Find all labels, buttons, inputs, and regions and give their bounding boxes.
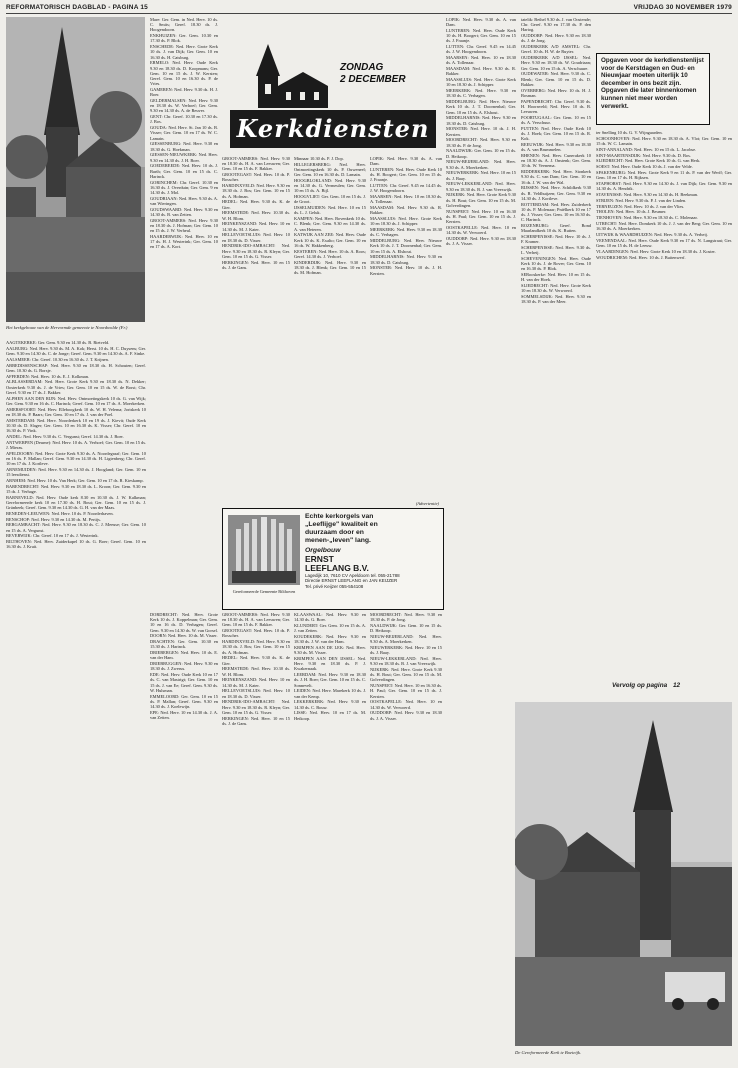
listing-entry: TIENHOVEN: Ned. Herv. 9.30 en 18.30 ds. C. Molenaar.	[596, 215, 698, 221]
listing-entry: MEERKERK: Ned. Herv. 9.30 en 18.30 ds. C. Verhagen.	[446, 88, 516, 99]
listing-entry: MONSTER: Ned. Herv. 10 ds. J. H. Kersten.	[446, 126, 516, 137]
listing-entry: ARNEMUIDEN: Ned. Herv. 9.30 en 14.30 ds. J. Hoogland; Ger. Gem. 10 en 15 leesdienst.	[6, 466, 146, 477]
header-right: VRIJDAG 30 NOVEMBER 1979	[633, 4, 732, 11]
listing-entry: NIEUW-BEIJERLAND: Ned. Herv. 9.30 ds. A. Moerkerken.	[446, 159, 516, 170]
ad-line-5: Orgelbouw	[305, 547, 341, 554]
listing-entry: LUTTEN: Chr. Geref. 9.45 en 14.45 ds. J. W. Hoogendoorn.	[370, 183, 442, 194]
listing-entry: NIEUW-LEKKERLAND: Ned. Herv. 9.30 en 18.30 ds. B. J. van Vreeswijk.	[446, 181, 516, 192]
listing-entry: KESTEREN: Ned. Herv. 10 ds. A. Roos; Geref. 14.30 ds. J. Verhoef.	[294, 248, 366, 259]
listing-entry: AMERSFOORT: Ned. Herv. Elleboogkerk 10 ds. W. H. Velema; Joriskerk 10 en 18.30 ds. P. Baars; Ger. Gem. 10 en 17 ds. J. van der Poel.	[6, 406, 146, 417]
column-4-top	[294, 156, 366, 504]
listing-entry: HEEMSTEDE: Ned. Herv. 10.30 ds. W. H. Blom.	[222, 666, 290, 677]
listing-entry: SOEST: Ned. Herv. Oude Kerk 10 ds. J. van der Velde.	[596, 164, 693, 170]
listing-entry: GENT: Chr. Geref. 10.30 en 17.30 ds. J. Bos.	[150, 114, 218, 125]
listing-entry: WOUDRICHEM: Ned. Herv. 10 ds. J. Buitenwerf.	[596, 254, 686, 260]
listing-entry: ANDEL: Ned. Herv. 9.30 ds. C. Vergunst; Geref. 14.30 ds. J. Boer.	[6, 433, 124, 439]
column-3-bottom	[222, 612, 290, 1060]
header-left: REFORMATORISCH DAGBLAD - PAGINA 15	[6, 4, 148, 11]
listing-entry: BILTHOVEN: Ned. Herv. Zuiderkapel 10 ds. G. Boer; Geref. Gem. 10 en 16.30 ds. J. Kruit.	[6, 539, 146, 550]
listing-entry: LUTTEN: Chr. Geref. 9.45 en 14.45 ds. J. W. Hoogendoorn.	[446, 44, 516, 55]
continued-notice	[612, 682, 680, 689]
listing-entry: STAVENISSE: Ned. Herv. 9.30 en 14.30 ds. H. Beekman.	[596, 191, 699, 197]
listing-entry: DOORN: Ned. Herv. 10 ds. M. Visser.	[150, 633, 218, 639]
listing-entry: DRIEBERGEN: Ned. Herv. 10 ds. E. van der Ham.	[150, 650, 218, 661]
ad-line-3: duurzaam door en	[305, 529, 364, 536]
listing-entry: GIESSEN-NIEUWKERK: Ned. Herv. 9.30 en 14.30 ds. J. H. Boer.	[150, 152, 218, 163]
column-2-top	[150, 17, 218, 507]
listing-entry: KRIMPEN AAN DEN IJSSEL: Ned. Herv. 9.30 en 18.30 ds. P. J. Kwakernaak.	[294, 656, 366, 672]
listing-entry: HERKINGEN: Ned. Herv. 10 en 15 ds. J. de Gans.	[222, 259, 290, 270]
listing-entry: SOMMELSDIJK: Ned. Herv. 9.30 en 18.30 ds. P. van der Meer.	[521, 294, 591, 305]
listing-entry: ENKHUIZEN: Ger. Gem. 10.30 en 17.30 ds. P. Blok.	[150, 33, 218, 44]
listing-entry: EPE: Ned. Herv. 10 en 14.30 ds. J. A. van Zetten.	[150, 709, 218, 721]
listing-entry: KLUNDERT: Ger. Gem. 10 en 15 ds. A. J. van Zetten.	[294, 623, 366, 634]
listing-entry: MOORDRECHT: Ned. Herv. 9.30 en 18.30 ds. P. de Jong.	[446, 137, 516, 148]
listing-entry: SCHERPENISSE: Ned. Herv. 10 ds. J. F. Kramer.	[521, 234, 591, 245]
listing-entry: OOSTKAPELLE: Ned. Herv. 10 en 14.30 ds. W. Verwoerd.	[370, 699, 442, 710]
listing-entry: NUNSPEET: Ned. Herv. 10 en 16.30 ds. H. Paul; Ger. Gem. 10 en 15 ds. J. Kersten.	[446, 208, 516, 225]
listing-entry: UITWIJK & WAARDHUIZEN: Ned. Herv. 9.30 ds. A. Verheij.	[596, 231, 708, 237]
listing-entry: BARENDRECHT: Ned. Herv. 9.30 en 18.30 ds. L. Kroon; Ger. Gem. 9.30 en 15 ds. J. Verhage.	[6, 483, 146, 494]
listing-entry: OOSTKAPELLE: Ned. Herv. 10 en 14.30 ds. W. Verwoerd.	[446, 224, 516, 236]
ad-line-2: „Leeflijge" kwaliteit en	[305, 521, 378, 528]
listing-entry: MAASDAM: Ned. Herv. 9.30 ds. R. Bakker.	[446, 66, 516, 77]
caption-church-right: De Gereformeerde Kerk te Boeteijk.	[515, 1050, 582, 1055]
listing-entry: UTRECHT: Ned. Herv. Domkerk 10 ds. J. J. van der Berg; Ger. Gem. 10 en 16.30 ds. A. Moerkerken.	[596, 220, 732, 232]
listing-entry: GOUDRIAAN: Ned. Herv. 9.30 ds. A. van Wieringen.	[150, 195, 218, 207]
listing-entry: NAALDWIJK: Ger. Gem. 10 en 15 ds. D. Heikoop.	[370, 623, 442, 634]
listing-entry: HEINKENSZAND: Ned. Herv. 10 en 14.30 ds. M. J. Kater.	[222, 677, 290, 688]
listing-entry: MAASSLUIS: Ned. Herv. Grote Kerk 10 en 18.30 ds. J. Schipper.	[446, 77, 516, 88]
column-5-bottom	[370, 612, 442, 1060]
listing-entry: HEEMSTEDE: Ned. Herv. 10.30 ds. W. H. Blom.	[222, 210, 290, 221]
listing-entry: ANTWERPEN (Deurne): Ned. Herv. 10 ds. A. Verhoef; Ger. Gem. 10 en 15 ds. J. Mieras.	[6, 439, 146, 450]
banner-line-2: 2 DECEMBER	[340, 74, 406, 85]
listing-entry: LISSE: Ned. Herv. 10 en 17 ds. M. Heikoop.	[294, 710, 366, 721]
listing-entry: VLAARDINGEN: Ned. Herv. Grote Kerk 10 en 18.30 ds. J. Koster.	[596, 248, 716, 254]
column-4-bottom	[294, 612, 366, 1060]
listing-entry: GROOTEGAST: Ned. Herv. 10 ds. P. Bosscher.	[222, 628, 290, 639]
listing-entry: HOOGVLIET: Ger. Gem. 10 en 15 ds. J. de Groot.	[294, 194, 366, 205]
listing-entry: SCHERPENISSE: Ned. Herv. 9.30 ds. L. Verheij.	[521, 245, 591, 256]
ad-brand-1: ERNST	[305, 554, 334, 564]
listing-entry: IJSSELMUIDEN: Ned. Herv. 10 en 15 ds. L. J. Geluk.	[294, 205, 366, 216]
church-photo-left	[6, 17, 145, 322]
organ-photo	[228, 515, 300, 585]
advertisement-tag: (Advertentie)	[415, 501, 439, 506]
listing-entry: OUDERKERK A/D IJSSEL: Ned. Herv. 9.30 en 18.30 ds. W. Goudriaan; Ger. Gem. 10 en 15 ds. A. Verschuure.	[521, 55, 591, 71]
listing-entry: SLIEDRECHT: Ned. Herv. Grote Kerk 10 en 18.30 ds. W. Verwoerd.	[521, 283, 591, 294]
listing-entry: NIJKERK: Ned. Herv. Grote Kerk 9.30 ds. H. Bout; Ger. Gem. 10 en 15 ds. M. Golverdingen.	[446, 192, 516, 208]
ad-address: Lagedijk 10, 7610 CV Apeldoorn tel. 055-21788	[305, 573, 400, 578]
listing-entry: BERGAMBACHT: Ned. Herv. 9.30 en 18.30 ds. C. J. Meeuse; Ger. Gem. 10 en 15 ds. A. Vergunst.	[6, 522, 146, 533]
listing-entry: MAASDAM: Ned. Herv. 9.30 ds. R. Bakker.	[370, 205, 442, 216]
listing-entry: ALBLASSERDAM: Ned. Herv. Grote Kerk 9.30 en 18.30 ds. N. Dekker; Oosterkerk 9.30 ds. J. de Vries; Ger. Gem. 10 en 15 ds. W. de Borst; Chr. Geref. 9.30 en 17 ds. J. Bakker.	[6, 379, 146, 395]
listing-entry: POORTUGAAL: Ger. Gem. 10 en 15 ds. A. Verschuur.	[521, 114, 591, 126]
listing-entry: AAGTEKERKE: Ger. Gem. 9.30 en 14.30 ds. B. Rietveld.	[6, 340, 110, 345]
listing-entry: SCHEVENINGEN: Ned. Herv. Oude Kerk 10 ds. J. de Rover; Ger. Gem. 10 en 16.30 ds. P. Blok.	[521, 256, 591, 272]
listing-entry: OUDDORP: Ned. Herv. 9.30 en 18.30 ds. J. A. Visser.	[370, 710, 442, 721]
listing-entry: GOUDSWAARD: Ned. Herv. 9.30 en 14.30 ds. B. van Zetten.	[150, 206, 218, 218]
listing-entry: GOUDA: Ned. Herv. St. Jan 10 ds. B. Visser; Ger. Gem. 10 en 17 ds. W. C. Lamain.	[150, 125, 218, 141]
organ-pipes-icon	[228, 515, 300, 585]
listing-entry: MAARSEN: Ned. Herv. 10 en 18.30 ds. A. Tollenaar.	[446, 55, 516, 66]
listing-entry: PUTTEN: Ned. Herv. Oude Kerk 10 ds. J. Hoek; Ger. Gem. 10 en 15 ds. R. Kok.	[521, 125, 591, 142]
listing-entry: STAPHORST: Ned. Herv. 9.30 en 14.30 ds. J. van Dijk; Ger. Gem. 9.30 en 14.30 ds. A. Hendrik.	[596, 180, 732, 192]
listing-entry: BENSCHOP: Ned. Herv. 9.30 en 14.30 ds. M. Pertijs.	[6, 516, 101, 522]
column-3-top	[222, 156, 290, 504]
listing-entry: LUNTEREN: Ned. Herv. Oude Kerk 10 ds. H. Boogert; Ger. Gem. 10 en 15 ds. J. Fraanje.	[446, 28, 516, 44]
listing-entry: LEKKERKERK: Ned. Herv. 9.30 en 14.30 ds. C. Bouw.	[294, 699, 366, 710]
listing-entry: ROTTERDAM: Ned. Herv. Zuiderkerk 10 ds. P. Molenaar; Pniëlkerk 10 en 17 ds. J. Visser; Ger. Gem. 10 en 16.30 ds. C. Harinck.	[521, 201, 591, 223]
listing-entry: KINDERDIJK: Ned. Herv. 9.30 en 18.30 ds. J. Blenk; Ger. Gem. 10 en 15 ds. M. Hofman.	[294, 259, 366, 276]
listing-entry: AFFERDEN: Ned. Herv. 10 ds. E. J. Kolkman.	[6, 373, 90, 379]
listing-entry: RIDDERKERK: Ned. Herv. Sionkerk 9.30 ds. C. van Dam; Ger. Gem. 10 en 16 ds. J. W. van der Wal.	[521, 169, 591, 185]
listing-entry: ter Snelling 10 ds. G. V. Wijngaarden.	[596, 130, 663, 135]
listing-entry: GORINCHEM: Chr. Geref. 10.30 en 16.30 ds. J. Overduin; Ger. Gem. 9 en 14.30 ds. J. Mol.	[150, 179, 218, 196]
listing-entry: BARNEVELD: Ned. Herv. Oude kerk 8.30 en 10.30 ds. J. W. Kalkman; Gereformeerde kerk 10 en 17.30 ds. H. Bout; Ger. Gem. 10 en 15 ds. J. Grünbeek; Geref. Gem. 9.30 en 14.30 ds. G. H. van der Maas.	[6, 494, 146, 510]
listing-entry: DORDRECHT: Ned. Herv. Grote Kerk 10 ds. J. Koppelman; Ger. Gem. 10 en 16 ds. D. Verhagen; Geref. Gem. 9.30 en 14.30 ds. W. van Gorsel.	[150, 612, 218, 633]
listing-entry: OUDDORP: Ned. Herv. 9.30 en 18.30 ds. J. de Jong.	[521, 33, 591, 44]
listing-entry: HEDEL: Ned. Herv. 9.30 ds. K. de Gier.	[222, 655, 290, 666]
listing-entry: OUDERKERK A/D AMSTEL: Chr. Geref. 10 ds. H. W. de Ruyter.	[521, 44, 591, 55]
ad-brand-2: LEEFLANG B.V.	[305, 563, 369, 573]
column-1	[6, 340, 146, 1060]
listing-entry: NIEUWERKERK: Ned. Herv. 10 en 15 ds. J. Baay.	[370, 645, 442, 656]
listing-entry: HENDRIK-IDO-AMBACHT: Ned. Herv. 9.30 en 18.30 ds. R. Kleyn; Ger. Gem. 10 en 15 ds. G. Visser.	[222, 699, 290, 715]
listing-entry: ALPHEN AAN DEN RIJN: Ned. Herv. Ontmoetingskerk 10 ds. G. van Wijk; Ger. Gem. 9.30 en 16 ds. C. Harinck; Geref. Gem. 10 en 17 ds. A. Moerkerken.	[6, 395, 146, 406]
column-5-top	[370, 156, 442, 504]
listing-entry: PAPENDRECHT: Chr. Geref. 9.30 ds. H. Hoornveld; Ned. Herv. 10 ds. B. Leeuwen.	[521, 98, 591, 115]
caption-church-left: Het kerkgebouw van de Hervormde gemeente te Noordwolde (Fr.)	[6, 325, 128, 330]
column-6	[446, 17, 516, 1060]
listing-entry: AALSMEER: Chr. Geref. 10.30 en 16.30 ds. J. T. Krijnen.	[6, 356, 109, 362]
column-2-bottom	[150, 612, 218, 1060]
listing-entry: tatelik: Bethel 9.30 ds. J. van Oostende; Chr. Geref. 9.30 en 17.30 ds. P. den Hartog.	[521, 17, 591, 33]
listing-entry: MAASSLUIS: Ned. Herv. Grote Kerk 10 en 18.30 ds. J. Schipper.	[370, 216, 442, 227]
listing-entry: SLIEDRECHT: Ned. Herv. Grote Kerk 10 ds. G. van Herk.	[596, 158, 701, 164]
listing-entry: MIDDELHARNIS: Ned. Herv. 9.30 en 18.30 ds. D. Catsburg.	[446, 115, 516, 126]
listing-entry: NIEUWERKERK: Ned. Herv. 10 en 15 ds. J. Baay.	[446, 170, 516, 181]
listing-entry: RIJSSEN: Ned. Herv. Schildkerk 9.30 ds. R. Veldhuijzen; Ger. Gem. 9.30 en 14.30 ds. J. Kortleve.	[521, 185, 591, 201]
listing-entry: SINT-MAARTENSDIJK: Ned. Herv. 9.30 ds. D. Bos.	[596, 152, 691, 158]
banner-date	[340, 62, 406, 86]
church-photo-left-image	[6, 17, 145, 322]
listing-entry: HEDEL: Ned. Herv. 9.30 ds. K. de Gier.	[222, 199, 290, 210]
listing-entry: HARDINXVELD: Ned. Herv. 9.30 en 18.30 ds. J. Bos; Ger. Gem. 10 en 15 ds. A. Hofman.	[222, 183, 290, 199]
listing-entry: NUNSPEET: Ned. Herv. 10 en 16.30 ds. H. Paul; Ger. Gem. 10 en 15 ds. J. Kersten.	[370, 683, 442, 699]
listing-entry: MIDDELBURG: Ned. Herv. Nieuwe Kerk 10 ds. J. T. Doornenbal; Ger. Gem. 10 en 15 ds. A. Elshout.	[370, 238, 442, 254]
church-drawing-icon	[228, 42, 338, 112]
listing-entry: GELDERMALSEN: Ned. Herv. 9.30 en 18.30 ds. W. Verhoef; Ger. Gem. 9.30 en 14.30 ds. A. de Reuver.	[150, 98, 218, 114]
listing-entry: ROZENBURG: Geref. Bond Maarlandkerk 10 ds. K. Rutten.	[521, 223, 591, 234]
listing-entry: GOEDEREEDE: Ned. Herv. 10 ds. J. Barth; Ger. Gem. 10 en 15 ds. C. Harinck.	[150, 163, 218, 179]
listing-entry: VEENENDAAL: Ned. Herv. Oude Kerk 9.30 en 17 ds. N. Langstraat; Ger. Gem. 10 en 15 ds. H. de Leeuw.	[596, 237, 732, 248]
listing-entry: LOPIK: Ned. Herv. 9.30 ds. A. van Dam.	[446, 17, 516, 28]
listing-entry: GROOT-AMMERS: Ned. Herv. 9.30 en 18.30 ds. H. A. van Leeuwen; Ger. Gem. 10 en 15 ds. F. Bakker.	[222, 612, 290, 628]
listing-entry: ARNHEM: Ned. Herv. 10 ds. Van Herk; Ger. Gem. 10 en 17 ds. R. Kieskamp.	[6, 477, 144, 483]
ad-line-1: Echte kerkorgels van	[305, 513, 374, 520]
listing-entry: HOOGBLOKLAND: Ned. Herv. 9.30 en 14.30 ds. G. Vermeulen; Ger. Gem. 10 en 15 ds. A. Bijl.	[294, 178, 366, 194]
listing-entry: DRACHTEN: Ger. Gem. 10.30 en 15.30 ds. J. Harinck.	[150, 639, 218, 650]
listing-entry: HEINKENSZAND: Ned. Herv. 10 en 14.30 ds. M. J. Kater.	[222, 221, 290, 232]
page-header	[6, 3, 732, 14]
listing-entry: BENEDEN-LEEUWEN: Ned. Herv. 10 ds. P. Noorderhaven.	[6, 510, 114, 516]
listing-entry: GROOT-AMMERS: Ned. Herv. 9.30 en 18.30 ds. J. Hofman; Ger. Gem. 10 en 15 ds. J. W. Verheul.	[150, 217, 218, 234]
organ-photo-caption: Gereformeerde Gemeente Bilthoven	[232, 589, 296, 594]
listing-entry: AALBURG: Ned. Herv. 9.30 ds. M. A. Kok; Herst. 10 ds. H. C. Duysens; Ger. Gem. 9.30 en 14.30 ds. C. de Jonge; Geref. Gem. 9.30 en 14.30 ds. A. F. Sinke.	[6, 345, 146, 356]
continued-label: Vervolg op pagina	[612, 682, 668, 689]
listing-entry: EDE: Ned. Herv. Oude Kerk 10 en 17 ds. C. van Mastrigt; Ger. Gem. 10 en 15 ds. J. van Ee; Geref. Gem. 9.30 ds. W. Hulsman.	[150, 672, 218, 693]
banner-line-1: ZONDAG	[340, 62, 384, 73]
listing-entry: HELLEVOETSLUIS: Ned. Herv. 10 en 18.30 ds. D. Visser.	[222, 688, 290, 699]
listing-entry: KAMPEN: Ned. Herv. Bovenkerk 10 ds. C. Blenk; Ger. Gem. 9.30 en 14.30 ds. A. van Heteren.	[294, 216, 366, 232]
church-photo-right-image	[515, 702, 732, 1046]
listing-entry: HAARDERWIJK: Ned. Herv. 10 en 17 ds. H. J. Westerink; Ger. Gem. 10 en 17 ds. A. Kort.	[150, 234, 218, 250]
listing-entry: TERNEUZEN: Ned. Herv. 10 ds. J. van der Vlies.	[596, 203, 685, 209]
listing-entry: KATWIJK AAN ZEE: Ned. Herv. Oude Kerk 10 ds. K. Exalto; Ger. Gem. 10 en 16 ds. W. Hakkenberg.	[294, 232, 366, 248]
ad-line-4: menen-„leven" lang.	[305, 537, 371, 544]
listing-entry: KOUDEKERK: Ned. Herv. 9.30 en 18.30 ds. J. W. van der Ham.	[294, 634, 366, 645]
listing-entry: REEUWIJK: Ned. Herv. 9.30 en 18.30 ds. A. van Brummelen.	[521, 142, 591, 153]
listing-entry: DRIEBRUGGEN: Ned. Herv. 9.30 en 18.30 ds. J. Zwerus.	[150, 661, 218, 672]
listing-entry: RHENEN: Ned. Herv. Cunerakerk 10 en 18.30 ds. A. J. Onstenk; Ger. Gem. 10 ds. W. Veenema.	[521, 153, 591, 169]
listing-entry: Minnaar 10.30 ds. P. J. Dop.	[294, 156, 344, 161]
church-photo-right	[515, 702, 732, 1046]
listing-entry: HILLEGERSBERG: Ned. Herv. Ontmoetingskerk 10 ds. P. Ouweneel; Ger. Gem. 10 en 16.30 ds. D. Lamain.	[294, 161, 366, 178]
kerkdiensten-banner	[222, 40, 442, 152]
listing-entry: AMSTERDAM: Ned. Herv. Noorderkerk 10 en 19 ds. J. Kievit; Oude Kerk 10.30 ds. D. Slager; Ger. Gem. 10 en 16.30 ds. K. Visser; Chr. Geref. 10 en 16.30 ds. P. Vink.	[6, 417, 146, 433]
listing-entry: STRIJEN: Ned. Herv. 9.30 ds. P. J. van der Linden.	[596, 197, 687, 203]
column-8	[596, 130, 732, 678]
listing-entry: HELLEVOETSLUIS: Ned. Herv. 10 en 18.30 ds. D. Visser.	[222, 232, 290, 243]
listing-entry: KLAASWAAL: Ned. Herv. 9.30 en 14.30 ds. G. Boer.	[294, 612, 366, 623]
listing-entry: APELDOORN: Ned. Herv. Grote Kerk 9.30 ds. A. Noordegraaf; Ger. Gem. 10 en 16 ds. F. Mallan; Geref. Gem. 9.30 en 14.30 ds. H. Ligtenberg; Chr. Geref. 10 en 17 ds. J. Kortleve.	[6, 450, 146, 466]
listing-entry: GAMEREN: Ned. Herv. 9.30 ds. H. J. Boer.	[150, 87, 218, 98]
listing-entry: MOORDRECHT: Ned. Herv. 9.30 en 18.30 ds. P. de Jong.	[370, 612, 442, 623]
ad-director: Directie ERNST LEEFLANG en JAN KEIJZER	[305, 578, 398, 584]
listing-entry: HARDINXVELD: Ned. Herv. 9.30 en 18.30 ds. J. Bos; Ger. Gem. 10 en 15 ds. A. Hofman.	[222, 639, 290, 655]
listing-entry: ERMELO: Ned. Herv. Oude Kerk 9.30 en 18.30 ds. D. Koopmans; Ger. Gem. 10 en 15 ds. J. W. Kersten; Geref. Gem. 10 en 16.30 ds. P. de Vries.	[150, 60, 218, 87]
listing-entry: OUDDORP: Ned. Herv. 9.30 en 18.30 ds. J. A. Visser.	[446, 235, 516, 247]
listing-entry: GROOT-AMMERS: Ned. Herv. 9.30 en 18.30 ds. H. A. van Leeuwen; Ger. Gem. 10 en 15 ds. F. Bakker.	[222, 156, 290, 172]
listing-entry: NIEUW-BEIJERLAND: Ned. Herv. 9.30 ds. A. Moerkerken.	[370, 634, 442, 645]
listing-entry: ABBEDISSENSCHAP: Ned. Herv. 9.30 en 18.30 ds. H. Schouten; Geref. Gem. 10.30 ds. G. Borsje.	[6, 362, 146, 373]
listing-entry: MONSTER: Ned. Herv. 10 ds. J. H. Kersten.	[370, 265, 442, 276]
listing-entry: MIDDELHARNIS: Ned. Herv. 9.30 en 18.30 ds. D. Catsburg.	[370, 254, 442, 265]
listing-entry: LEIDEN: Ned. Herv. Marekerk 10 ds. J. van der Kemp.	[294, 688, 366, 699]
listing-entry: THOLEN: Ned. Herv. 10 ds. J. Beumer.	[596, 209, 667, 215]
listing-entry: Mare: Ger. Gem. in Ned. Herv. 10 ds. C. Smits; Geref. 18.30 ds. J. Hoogendoorn.	[150, 17, 218, 33]
listing-entry: OUDEWATER: Ned. Herv. 9.30 ds. C. Blenk; Ger. Gem. 10 en 15 ds. D. Bakker.	[521, 71, 591, 87]
listing-entry: NIJKERK: Ned. Herv. Grote Kerk 9.30 ds. H. Bout; Ger. Gem. 10 en 15 ds. M. Golverdingen.	[370, 667, 442, 683]
continued-page: 12	[672, 682, 681, 689]
listing-entry: MIDDELBURG: Ned. Herv. Nieuwe Kerk 10 ds. J. T. Doornenbal; Ger. Gem. 10 en 15 ds. A. Elshout.	[446, 99, 516, 115]
listing-entry: OVERBERG: Ned. Herv. 10 ds. H. J. Bosman.	[521, 87, 591, 98]
listing-entry: GIESSENBURG: Ned. Herv. 9.30 en 18.30 ds. G. Hoekman.	[150, 141, 218, 152]
deadline-notice: Opgaven voor de kerkdienstenlijst voor de Kerstdagen en Oud- en Nieuwjaar moeten uiterlijk 10 december in ons bezit zijn. Opgaven die later binnenkomen kunnen niet meer worden verwerkt.	[596, 53, 710, 125]
listing-entry: SINT-ANNALAND: Ned. Herv. 10 en 15 ds. L. Jacobse.	[596, 146, 697, 152]
listing-entry: SERooskerke: Ned. Herv. 10 en 15 ds. H. van der Hoek.	[521, 272, 591, 283]
listing-entry: NIEUW-LEKKERLAND: Ned. Herv. 9.30 en 18.30 ds. B. J. van Vreeswijk.	[370, 656, 442, 667]
listing-entry: LOPIK: Ned. Herv. 9.30 ds. A. van Dam.	[370, 156, 442, 167]
listing-entry: SPAKENBURG: Ned. Herv. Grote Kerk 9 en 11 ds. P. van der Werff; Ger. Gem. 10 en 17 ds. H. Rijksen.	[596, 169, 732, 181]
banner-title: Kerkdiensten	[230, 110, 436, 148]
listing-entry: KRIMPEN AAN DE LEK: Ned. Herv. 9.30 ds. M. Visser.	[294, 645, 366, 656]
advertisement-text	[305, 513, 437, 589]
organ-builder-advertisement	[222, 501, 444, 610]
listing-entry: LEERDAM: Ned. Herv. 9.30 en 18.30 ds. J. H. Boer; Ger. Gem. 10 en 15 ds. C. Sonnevelt.	[294, 672, 366, 688]
listing-entry: NAALDWIJK: Ger. Gem. 10 en 15 ds. D. Heikoop.	[446, 148, 516, 159]
listing-entry: LUNTEREN: Ned. Herv. Oude Kerk 10 ds. H. Boogert; Ger. Gem. 10 en 15 ds. J. Fraanje.	[370, 167, 442, 183]
listing-entry: SCHOONHOVEN: Ned. Herv. 9.30 en 18.30 ds. A. Vlot; Ger. Gem. 10 en 15 ds. W. C. Lamain.	[596, 135, 732, 146]
listing-entry: EMMELOORD: Ger. Gem. 10 en 15 ds. P. Mallan; Geref. Gem. 9.30 en 14.30 ds. J. Koelewijn.	[150, 693, 218, 710]
listing-entry: MEERKERK: Ned. Herv. 9.30 en 18.30 ds. C. Verhagen.	[370, 227, 442, 238]
listing-entry: HERKINGEN: Ned. Herv. 10 en 15 ds. J. de Gans.	[222, 715, 290, 726]
listing-entry: ENSCHEDE: Ned. Herv. Grote Kerk 10 ds. J. van Dijk; Ger. Gem. 10 en 16.30 ds. H. Catsburg.	[150, 44, 218, 60]
listing-entry: GROOTEGAST: Ned. Herv. 10 ds. P. Bosscher.	[222, 172, 290, 183]
listing-entry: BEVERWIJK: Chr. Geref. 10 en 17 ds. J. Westerink.	[6, 533, 99, 539]
listing-entry: HENDRIK-IDO-AMBACHT: Ned. Herv. 9.30 en 18.30 ds. R. Kleyn; Ger. Gem. 10 en 15 ds. G. Visser.	[222, 243, 290, 259]
ad-phone: Tel. privé Keijzer 055-554108	[305, 583, 364, 589]
listing-entry: MAARSEN: Ned. Herv. 10 en 18.30 ds. A. Tollenaar.	[370, 194, 442, 205]
